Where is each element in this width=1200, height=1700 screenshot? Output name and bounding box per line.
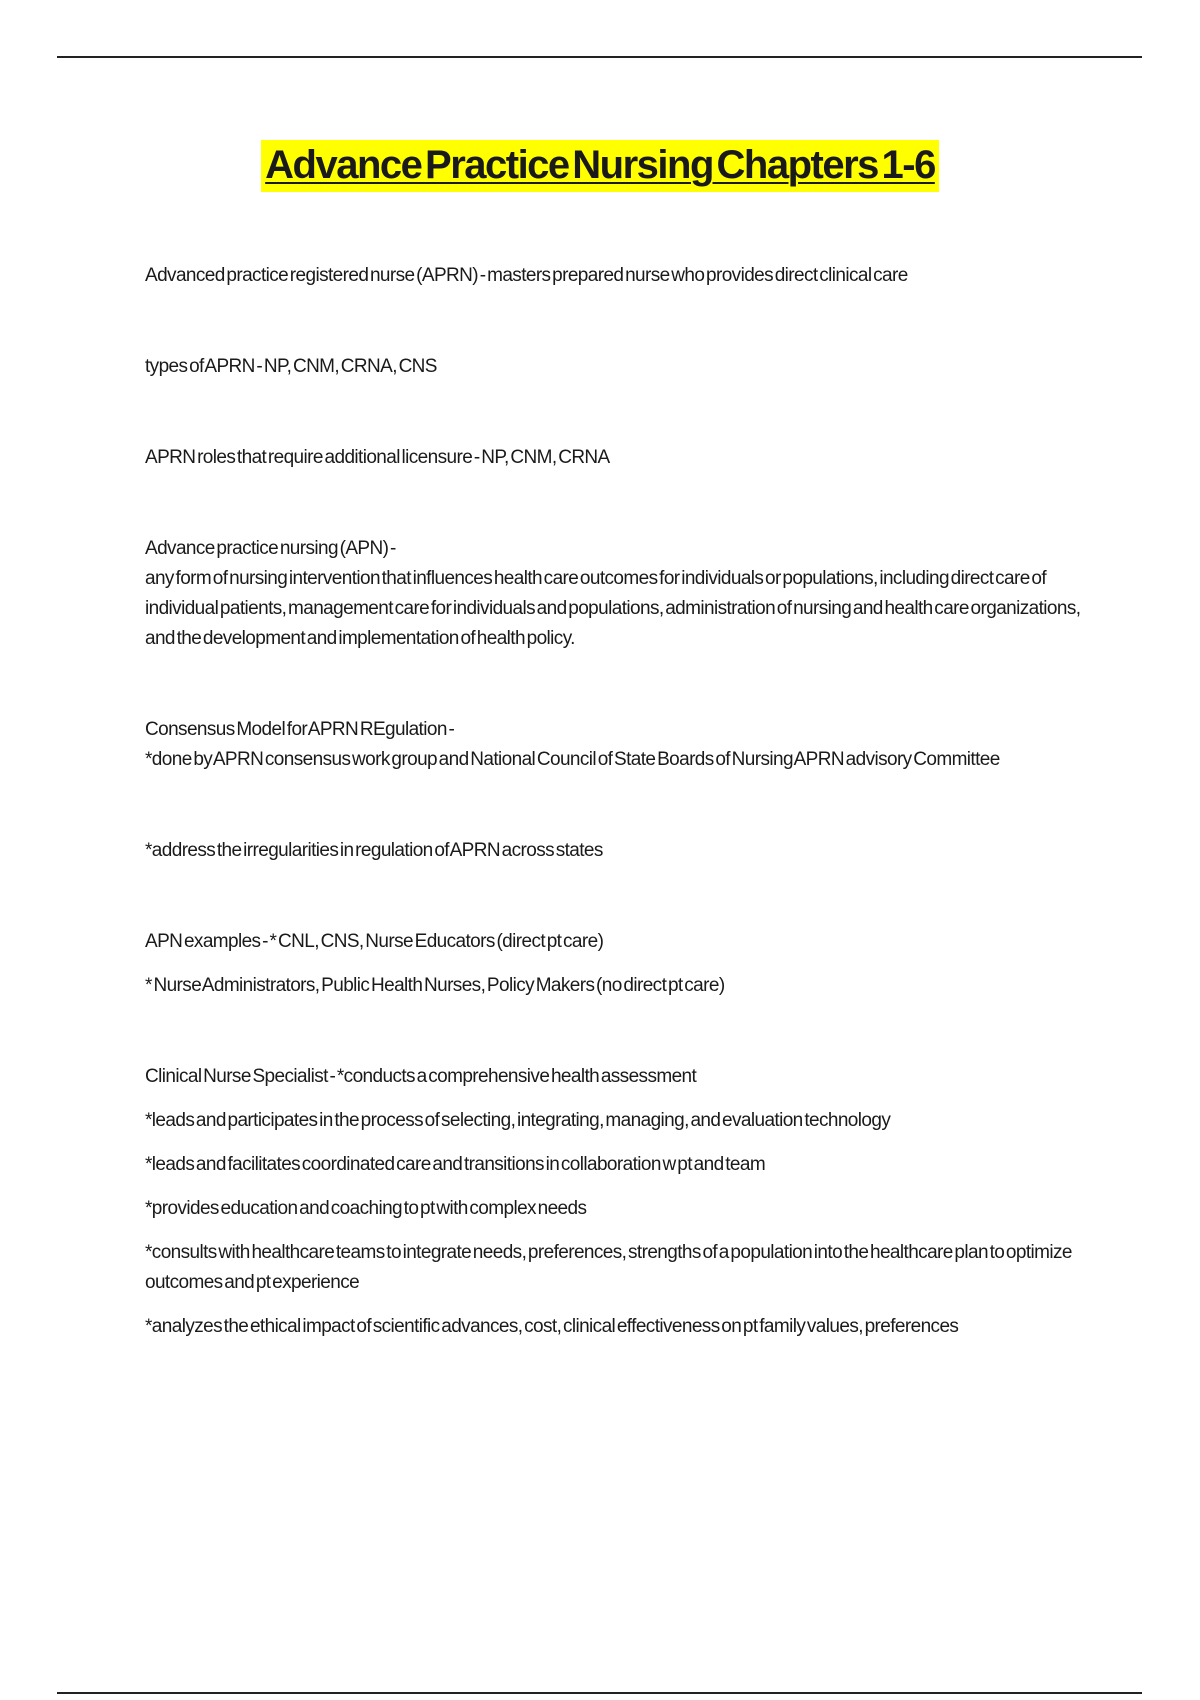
entry-cns-heading: Clinical Nurse Specialist - *conducts a comprehensive health assessment: [145, 1066, 697, 1087]
entry-apn-examples-no-direct: * Nurse Administrators, Public Health Nurses, Policy Makers (no direct pt care): [145, 975, 725, 996]
entry-consensus-heading: Consensus Model for APRN REgulation -: [145, 719, 455, 740]
title-container: [0, 140, 1200, 192]
entry-apn-heading: Advance practice nursing (APN) -: [145, 538, 396, 559]
entry-consensus-irregularities: *address the irregularities in regulation of APRN across states: [145, 840, 603, 861]
entry-cns-consults: *consults with healthcare teams to integrate needs, preferences, strengths of a population into the healthcare plan to optimize outcomes and pt experience: [145, 1242, 1072, 1293]
top-rule: [57, 56, 1142, 58]
entry-apn-examples: APN examples - * CNL, CNS, Nurse Educators (direct pt care): [145, 931, 604, 952]
bottom-rule: [57, 1692, 1142, 1694]
entry-apn-definition: any form of nursing intervention that influences health care outcomes for individuals or populations, including direct care of individual patients, management care for individuals and populations, administration of nursing and health care organizations, and the development and implementation of health policy.: [145, 568, 1081, 649]
document-body: [145, 261, 1090, 1342]
entry-cns-coordinated-care: *leads and facilitates coordinated care and transitions in collaboration w pt and team: [145, 1154, 766, 1175]
entry-aprn-licensure: APRN roles that require additional licensure - NP, CNM, CRNA: [145, 447, 610, 468]
entry-cns-education: *provides education and coaching to pt with complex needs: [145, 1198, 587, 1219]
entry-cns-technology: *leads and participates in the process of selecting, integrating, managing, and evaluation technology: [145, 1110, 891, 1131]
entry-aprn-types: types of APRN - NP, CNM, CRNA, CNS: [145, 356, 437, 377]
document-title: Advance Practice Nursing Chapters 1-6: [261, 140, 939, 192]
entry-aprn-definition: Advanced practice registered nurse (APRN) - masters prepared nurse who provides direct clinical care: [145, 265, 908, 286]
entry-consensus-detail: *done by APRN consensus work group and National Council of State Boards of Nursing APRN advisory Committee: [145, 749, 1000, 770]
entry-cns-ethics: *analyzes the ethical impact of scientific advances, cost, clinical effectiveness on pt family values, preferences: [145, 1316, 959, 1337]
